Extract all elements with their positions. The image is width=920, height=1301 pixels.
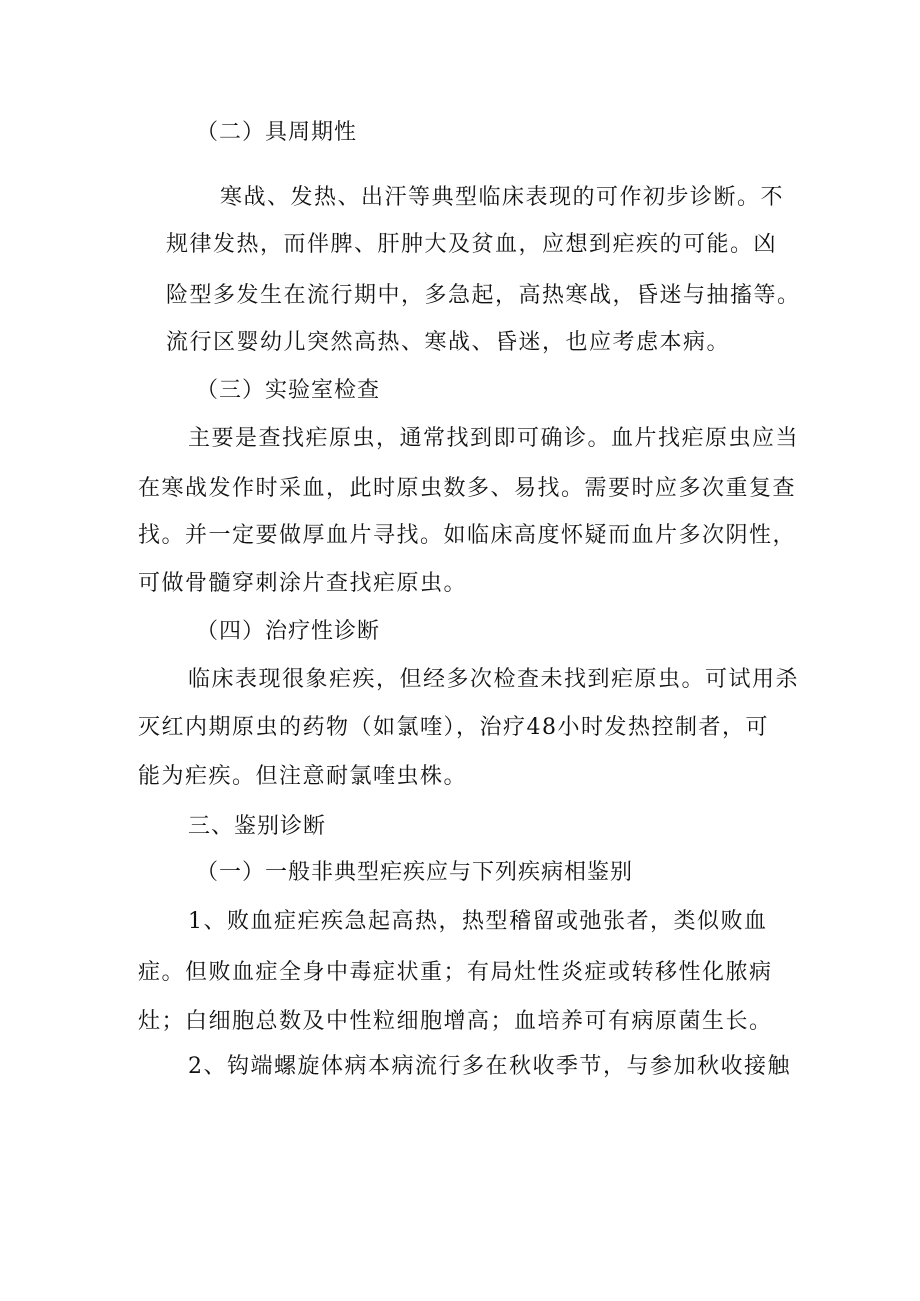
paragraph-line: 1、败血症疟疾急起高热，热型稽留或弛张者，类似败血 [188,909,768,934]
paragraph-line: 规律发热，而伴脾、肝肿大及贫血，应想到疟疾的可能。凶 [166,232,778,257]
paragraph-line: 灭红内期原虫的药物（如氯喹），治疗48小时发热控制者，可 [138,715,769,740]
section-heading-therapeutic-diagnosis: （四）治疗性诊断 [196,619,381,644]
paragraph-line: 临床表现很象疟疾，但经多次检查未找到疟原虫。可试用杀 [188,667,800,692]
section-heading-differential-diagnosis: 三、鉴别诊断 [188,814,327,839]
paragraph-line: 流行区婴幼儿突然高热、寒战、昏迷，也应考虑本病。 [166,330,731,355]
paragraph-line: 寒战、发热、出汗等典型临床表现的可作初步诊断。不 [220,185,785,210]
paragraph-line: 主要是查找疟原虫，通常找到即可确诊。血片找疟原虫应当 [188,426,800,451]
section-heading-periodicity: （二）具周期性 [196,120,358,145]
paragraph-line: 能为疟疾。但注意耐氯喹虫株。 [138,764,468,789]
paragraph-line: 症。但败血症全身中毒症状重；有局灶性炎症或转移性化脓病 [138,960,773,985]
section-heading-atypical-malaria: （一）一般非典型疟疾应与下列疾病相鉴别 [196,860,634,885]
paragraph-line: 可做骨髓穿刺涂片查找疟原虫。 [138,571,468,596]
paragraph-line: 险型多发生在流行期中，多急起，高热寒战，昏迷与抽搐等。 [166,283,801,308]
section-heading-lab-tests: （三）实验室检查 [196,378,381,403]
paragraph-line: 找。并一定要做厚血片寻找。如临床高度怀疑而血片多次阴性， [138,523,797,548]
paragraph-line: 灶；白细胞总数及中性粒细胞增高；血培养可有病原菌生长。 [138,1009,773,1034]
paragraph-line: 在寒战发作时采血，此时原虫数多、易找。需要时应多次重复查 [138,476,797,501]
paragraph-line: 2、钩端螺旋体病本病流行多在秋收季节，与参加秋收接触 [188,1054,791,1079]
